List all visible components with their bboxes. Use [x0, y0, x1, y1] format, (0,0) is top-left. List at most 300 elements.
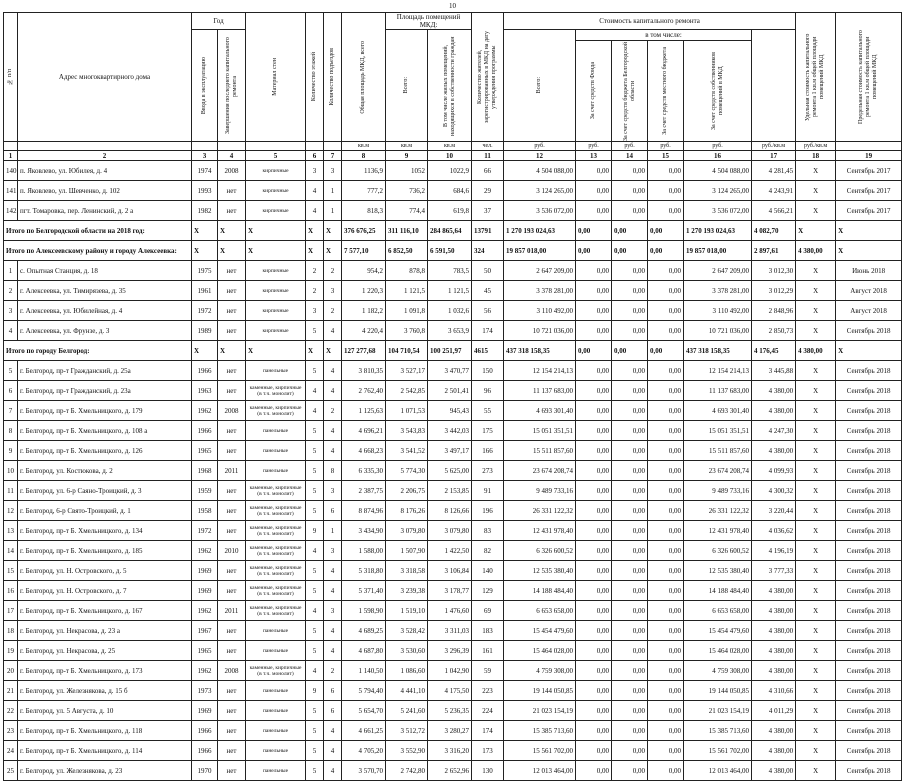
total-area: 1136,9	[342, 161, 386, 181]
area-residential: 783,5	[428, 261, 472, 281]
residents: 196	[472, 501, 504, 521]
row-address: г. Белгород, 6-р Свято-Троицкий, д. 1	[18, 501, 192, 521]
column-number-cell: 7	[324, 151, 342, 161]
total-area: 3 810,35	[342, 361, 386, 381]
year-built: 1963	[192, 381, 218, 401]
cost-fund: 0,00	[576, 221, 612, 241]
residents: 130	[472, 761, 504, 781]
column-number-cell: 11	[472, 151, 504, 161]
unit-cost: 4 247,30	[752, 421, 796, 441]
cost-fund: 0,00	[576, 581, 612, 601]
wall-material: каменные, кирпичные (в т.ч. монолит)	[246, 661, 306, 681]
max-cost: X	[796, 521, 836, 541]
max-cost: X	[796, 501, 836, 521]
row-number: 25	[4, 761, 18, 781]
cost-regional: 0,00	[612, 341, 648, 361]
max-cost: 4 380,00	[796, 241, 836, 261]
row-number: 141	[4, 181, 18, 201]
unit-cell	[246, 142, 306, 151]
wall-material: кирпичные	[246, 201, 306, 221]
floors: 9	[306, 681, 324, 701]
unit-cell: кв.м	[428, 142, 472, 151]
total-area: 4 705,20	[342, 741, 386, 761]
cost-total: 437 318 158,35	[504, 341, 576, 361]
unit-cost: 4 082,70	[752, 221, 796, 241]
year-built: 1962	[192, 541, 218, 561]
header-year-group: Год	[192, 13, 246, 30]
row-address: г. Белгород, ул. Костюкова, д. 2	[18, 461, 192, 481]
floors: 5	[306, 581, 324, 601]
max-cost: X	[796, 761, 836, 781]
row-address: г. Белгород, ул. Н. Островского, д. 7	[18, 581, 192, 601]
total-area: 4 687,80	[342, 641, 386, 661]
table-body	[4, 161, 902, 781]
cost-regional: 0,00	[612, 721, 648, 741]
row-address: г. Белгород, пр-т Б. Хмельницкого, д. 167	[18, 601, 192, 621]
cost-total: 14 188 484,40	[504, 581, 576, 601]
area-residential: 1022,9	[428, 161, 472, 181]
wall-material: кирпичные	[246, 281, 306, 301]
cost-owners: 3 110 492,00	[684, 301, 752, 321]
table-row	[4, 181, 902, 201]
year-built: 1966	[192, 721, 218, 741]
total-area: 6 335,30	[342, 461, 386, 481]
unit-cost: 4 380,00	[752, 741, 796, 761]
residents: 55	[472, 401, 504, 421]
residents: 166	[472, 441, 504, 461]
row-number: 15	[4, 561, 18, 581]
entrances: 4	[324, 561, 342, 581]
unit-cost: 4 380,00	[752, 621, 796, 641]
row-number: 21	[4, 681, 18, 701]
cost-owners: 15 454 479,60	[684, 621, 752, 641]
cost-fund: 0,00	[576, 741, 612, 761]
deadline: Сентябрь 2018	[836, 741, 902, 761]
area-residential: 3 178,77	[428, 581, 472, 601]
year-built: 1969	[192, 561, 218, 581]
wall-material: панельные	[246, 721, 306, 741]
unit-cost: 2 897,61	[752, 241, 796, 261]
deadline: Сентябрь 2018	[836, 581, 902, 601]
area-residential: 3 316,20	[428, 741, 472, 761]
row-address: г. Белгород, ул. Железнякова, д. 15 б	[18, 681, 192, 701]
unit-cell	[306, 142, 324, 151]
deadline: X	[836, 241, 902, 261]
residents: 91	[472, 481, 504, 501]
entrances: 2	[324, 261, 342, 281]
wall-material: каменные, кирпичные (в т.ч. монолит)	[246, 381, 306, 401]
entrances: 6	[324, 681, 342, 701]
residents: 174	[472, 721, 504, 741]
year-built: 1962	[192, 601, 218, 621]
cost-regional: 0,00	[612, 641, 648, 661]
residents: 50	[472, 261, 504, 281]
header-unit-cost: Удельная стоимость капитального ремонта 1 кв.м общей площади помещений МКД	[796, 13, 836, 142]
max-cost: X	[796, 261, 836, 281]
cost-owners: 23 674 208,74	[684, 461, 752, 481]
residents: 69	[472, 601, 504, 621]
cost-owners: 19 857 018,00	[684, 241, 752, 261]
unit-cell: руб.	[648, 142, 684, 151]
total-label: Итого по городу Белгород:	[4, 341, 192, 361]
cost-regional: 0,00	[612, 421, 648, 441]
total-area: 4 689,25	[342, 621, 386, 641]
deadline: Сентябрь 2018	[836, 641, 902, 661]
unit-cell: кв.м	[386, 142, 428, 151]
cost-total: 15 464 028,00	[504, 641, 576, 661]
year-built: X	[192, 241, 218, 261]
entrances: 4	[324, 441, 342, 461]
wall-material: каменные, кирпичные (в т.ч. монолит)	[246, 521, 306, 541]
cost-local: 0,00	[648, 321, 684, 341]
cost-total: 3 536 072,00	[504, 201, 576, 221]
area-total: 311 116,10	[386, 221, 428, 241]
area-residential: 1 121,5	[428, 281, 472, 301]
floors: 4	[306, 601, 324, 621]
area-total: 2 742,80	[386, 761, 428, 781]
total-area: 2 387,75	[342, 481, 386, 501]
cost-owners: 21 023 154,19	[684, 701, 752, 721]
year-repair: нет	[218, 381, 246, 401]
cost-total: 21 023 154,19	[504, 701, 576, 721]
area-residential: 1 042,90	[428, 661, 472, 681]
year-repair: нет	[218, 681, 246, 701]
unit-cell: руб./кв.м	[796, 142, 836, 151]
row-number: 5	[4, 361, 18, 381]
unit-cost: 4 300,32	[752, 481, 796, 501]
row-address: г. Белгород, ул. Некрасова, д. 23 а	[18, 621, 192, 641]
total-area: 1 220,3	[342, 281, 386, 301]
max-cost: X	[796, 721, 836, 741]
year-built: 1962	[192, 401, 218, 421]
header-year-repair: Завершения последнего капитального ремонта	[218, 30, 246, 142]
unit-cost: 4 310,66	[752, 681, 796, 701]
header-entrances: Количество подъездов	[324, 13, 342, 142]
cost-regional: 0,00	[612, 161, 648, 181]
cost-regional: 0,00	[612, 281, 648, 301]
total-area: 4 220,4	[342, 321, 386, 341]
year-built: 1966	[192, 421, 218, 441]
row-number: 22	[4, 701, 18, 721]
cost-regional: 0,00	[612, 661, 648, 681]
unit-cell: руб./кв.м	[752, 142, 796, 151]
column-numbers-row	[4, 151, 902, 161]
total-area: 4 661,25	[342, 721, 386, 741]
area-residential: 945,43	[428, 401, 472, 421]
cost-local: 0,00	[648, 561, 684, 581]
deadline: Сентябрь 2018	[836, 661, 902, 681]
cost-regional: 0,00	[612, 481, 648, 501]
deadline: Сентябрь 2018	[836, 321, 902, 341]
cost-regional: 0,00	[612, 401, 648, 421]
residents: 29	[472, 181, 504, 201]
area-residential: 6 591,50	[428, 241, 472, 261]
year-repair: 2008	[218, 161, 246, 181]
max-cost: X	[796, 461, 836, 481]
area-residential: 8 126,66	[428, 501, 472, 521]
unit-cost: 4 380,00	[752, 601, 796, 621]
cost-owners: 3 124 265,00	[684, 181, 752, 201]
entrances: 1	[324, 521, 342, 541]
cost-owners: 15 464 028,00	[684, 641, 752, 661]
cost-fund: 0,00	[576, 501, 612, 521]
table-row	[4, 201, 902, 221]
cost-total: 15 561 702,00	[504, 741, 576, 761]
cost-owners: 11 137 683,00	[684, 381, 752, 401]
entrances: 3	[324, 161, 342, 181]
unit-cost: 2 850,73	[752, 321, 796, 341]
max-cost: X	[796, 301, 836, 321]
deadline: Сентябрь 2018	[836, 401, 902, 421]
max-cost: X	[796, 681, 836, 701]
entrances: 6	[324, 501, 342, 521]
year-built: 1967	[192, 621, 218, 641]
row-address: г. Белгород, ул. 6-р Саяно-Троицкий, д. 3	[18, 481, 192, 501]
cost-fund: 0,00	[576, 181, 612, 201]
area-total: 1052	[386, 161, 428, 181]
column-number-cell: 10	[428, 151, 472, 161]
cost-owners: 15 561 702,00	[684, 741, 752, 761]
year-repair: 2011	[218, 461, 246, 481]
table-row	[4, 601, 902, 621]
area-total: 2 542,85	[386, 381, 428, 401]
column-number-cell: 13	[576, 151, 612, 161]
max-cost: X	[796, 421, 836, 441]
area-total: 736,2	[386, 181, 428, 201]
total-area: 8 874,96	[342, 501, 386, 521]
column-number-cell: 19	[836, 151, 902, 161]
total-area: 5 654,70	[342, 701, 386, 721]
cost-total: 11 137 683,00	[504, 381, 576, 401]
cost-owners: 12 013 464,00	[684, 761, 752, 781]
row-address: г. Белгород, пр-т Б. Хмельницкого, д. 134	[18, 521, 192, 541]
row-number: 8	[4, 421, 18, 441]
table-row	[4, 361, 902, 381]
cost-fund: 0,00	[576, 701, 612, 721]
cost-total: 3 124 265,00	[504, 181, 576, 201]
floors: 2	[306, 281, 324, 301]
area-total: 1 507,90	[386, 541, 428, 561]
header-year-built: Ввода в эксплуатацию	[192, 30, 218, 142]
cost-local: 0,00	[648, 741, 684, 761]
max-cost: X	[796, 701, 836, 721]
cost-local: 0,00	[648, 421, 684, 441]
max-cost: X	[796, 661, 836, 681]
year-built: 1982	[192, 201, 218, 221]
area-residential: 3 311,03	[428, 621, 472, 641]
max-cost: X	[796, 181, 836, 201]
wall-material: панельные	[246, 361, 306, 381]
cost-local: 0,00	[648, 381, 684, 401]
header-cost-total: Всего:	[504, 30, 576, 142]
table-row	[4, 701, 902, 721]
residents: 37	[472, 201, 504, 221]
total-row	[4, 221, 902, 241]
cost-local: 0,00	[648, 601, 684, 621]
year-built: 1969	[192, 581, 218, 601]
deadline: Сентябрь 2018	[836, 621, 902, 641]
cost-regional: 0,00	[612, 321, 648, 341]
year-repair: 2008	[218, 661, 246, 681]
year-repair: нет	[218, 641, 246, 661]
residents: 96	[472, 381, 504, 401]
cost-fund: 0,00	[576, 641, 612, 661]
cost-owners: 1 270 193 024,63	[684, 221, 752, 241]
area-total: 3 760,8	[386, 321, 428, 341]
cost-owners: 437 318 158,35	[684, 341, 752, 361]
cost-total: 12 013 464,00	[504, 761, 576, 781]
column-number-cell: 4	[218, 151, 246, 161]
table-row	[4, 381, 902, 401]
area-residential: 1 422,50	[428, 541, 472, 561]
year-repair: 2010	[218, 541, 246, 561]
row-address: п. Яковлево, ул. Юбилея, д. 4	[18, 161, 192, 181]
total-area: 1 140,50	[342, 661, 386, 681]
row-number: 17	[4, 601, 18, 621]
column-number-cell: 9	[386, 151, 428, 161]
floors: 5	[306, 741, 324, 761]
area-total: 3 318,58	[386, 561, 428, 581]
cost-fund: 0,00	[576, 201, 612, 221]
cost-owners: 3 378 281,00	[684, 281, 752, 301]
wall-material: X	[246, 241, 306, 261]
unit-cell: руб.	[504, 142, 576, 151]
total-area: 376 676,25	[342, 221, 386, 241]
cost-regional: 0,00	[612, 621, 648, 641]
cost-total: 12 535 380,40	[504, 561, 576, 581]
year-repair: нет	[218, 321, 246, 341]
capital-repair-table	[3, 12, 902, 781]
table-row	[4, 681, 902, 701]
total-area: 1 598,90	[342, 601, 386, 621]
table-row	[4, 621, 902, 641]
max-cost: X	[796, 481, 836, 501]
floors: X	[306, 241, 324, 261]
unit-cost: 4 099,93	[752, 461, 796, 481]
cost-owners: 4 759 308,00	[684, 661, 752, 681]
column-number-cell: 16	[684, 151, 752, 161]
cost-fund: 0,00	[576, 721, 612, 741]
year-built: 1965	[192, 441, 218, 461]
cost-regional: 0,00	[612, 701, 648, 721]
table-row	[4, 281, 902, 301]
unit-cost: 4 380,00	[752, 581, 796, 601]
row-number: 13	[4, 521, 18, 541]
cost-total: 4 693 301,40	[504, 401, 576, 421]
cost-regional: 0,00	[612, 761, 648, 781]
cost-regional: 0,00	[612, 181, 648, 201]
year-repair: нет	[218, 761, 246, 781]
entrances: X	[324, 221, 342, 241]
deadline: Сентябрь 2018	[836, 681, 902, 701]
total-area: 1 588,00	[342, 541, 386, 561]
wall-material: кирпичные	[246, 261, 306, 281]
area-total: 3 239,38	[386, 581, 428, 601]
unit-cost: 4 011,29	[752, 701, 796, 721]
row-number: 4	[4, 321, 18, 341]
wall-material: кирпичные	[246, 161, 306, 181]
cost-local: 0,00	[648, 501, 684, 521]
cost-local: 0,00	[648, 161, 684, 181]
deadline: Сентябрь 2017	[836, 161, 902, 181]
wall-material: панельные	[246, 701, 306, 721]
floors: 5	[306, 721, 324, 741]
year-repair: нет	[218, 481, 246, 501]
year-built: 1974	[192, 161, 218, 181]
unit-cell	[4, 142, 18, 151]
header-fund: За счет средств Фонда	[576, 41, 612, 142]
deadline: Август 2018	[836, 301, 902, 321]
deadline: Сентябрь 2018	[836, 461, 902, 481]
unit-cost: 4 380,00	[752, 641, 796, 661]
cost-regional: 0,00	[612, 441, 648, 461]
year-repair: нет	[218, 581, 246, 601]
row-address: г. Белгород, пр-т Б. Хмельницкого, д. 173	[18, 661, 192, 681]
area-total: 3 079,80	[386, 521, 428, 541]
cost-fund: 0,00	[576, 481, 612, 501]
floors: X	[306, 341, 324, 361]
residents: 150	[472, 361, 504, 381]
unit-cost: 3 445,88	[752, 361, 796, 381]
header-owners: За счет средств собственников помещений в МКД	[684, 41, 752, 142]
wall-material: панельные	[246, 621, 306, 641]
area-residential: 3 442,03	[428, 421, 472, 441]
residents: 224	[472, 701, 504, 721]
year-repair: нет	[218, 181, 246, 201]
wall-material: каменные, кирпичные (в т.ч. монолит)	[246, 601, 306, 621]
row-address: г. Белгород, пр-т Гражданский, д. 25а	[18, 361, 192, 381]
row-number: 12	[4, 501, 18, 521]
unit-cost: 4 176,45	[752, 341, 796, 361]
max-cost: X	[796, 201, 836, 221]
header-wall: Материал стен	[246, 13, 306, 142]
cost-owners: 15 511 857,60	[684, 441, 752, 461]
area-total: 1 519,10	[386, 601, 428, 621]
table-row	[4, 161, 902, 181]
wall-material: панельные	[246, 761, 306, 781]
unit-cell: чел.	[472, 142, 504, 151]
entrances: 4	[324, 321, 342, 341]
year-built: 1968	[192, 461, 218, 481]
floors: 3	[306, 301, 324, 321]
header-including: в том числе:	[576, 30, 752, 41]
unit-cost: 4 566,21	[752, 201, 796, 221]
cost-regional: 0,00	[612, 581, 648, 601]
area-residential: 2 153,85	[428, 481, 472, 501]
cost-local: 0,00	[648, 401, 684, 421]
year-repair: нет	[218, 261, 246, 281]
floors: 5	[306, 561, 324, 581]
cost-owners: 3 536 072,00	[684, 201, 752, 221]
cost-total: 6 653 658,00	[504, 601, 576, 621]
unit-cell	[18, 142, 192, 151]
floors: 5	[306, 761, 324, 781]
row-number: 3	[4, 301, 18, 321]
unit-cost: 4 036,62	[752, 521, 796, 541]
area-residential: 100 251,97	[428, 341, 472, 361]
cost-total: 15 051 351,51	[504, 421, 576, 441]
cost-regional: 0,00	[612, 221, 648, 241]
area-total: 1 121,5	[386, 281, 428, 301]
unit-cost: 4 380,00	[752, 761, 796, 781]
year-repair: нет	[218, 741, 246, 761]
cost-local: 0,00	[648, 621, 684, 641]
row-number: 19	[4, 641, 18, 661]
residents: 161	[472, 641, 504, 661]
deadline: Сентябрь 2018	[836, 721, 902, 741]
entrances: 3	[324, 281, 342, 301]
cost-total: 1 270 193 024,63	[504, 221, 576, 241]
